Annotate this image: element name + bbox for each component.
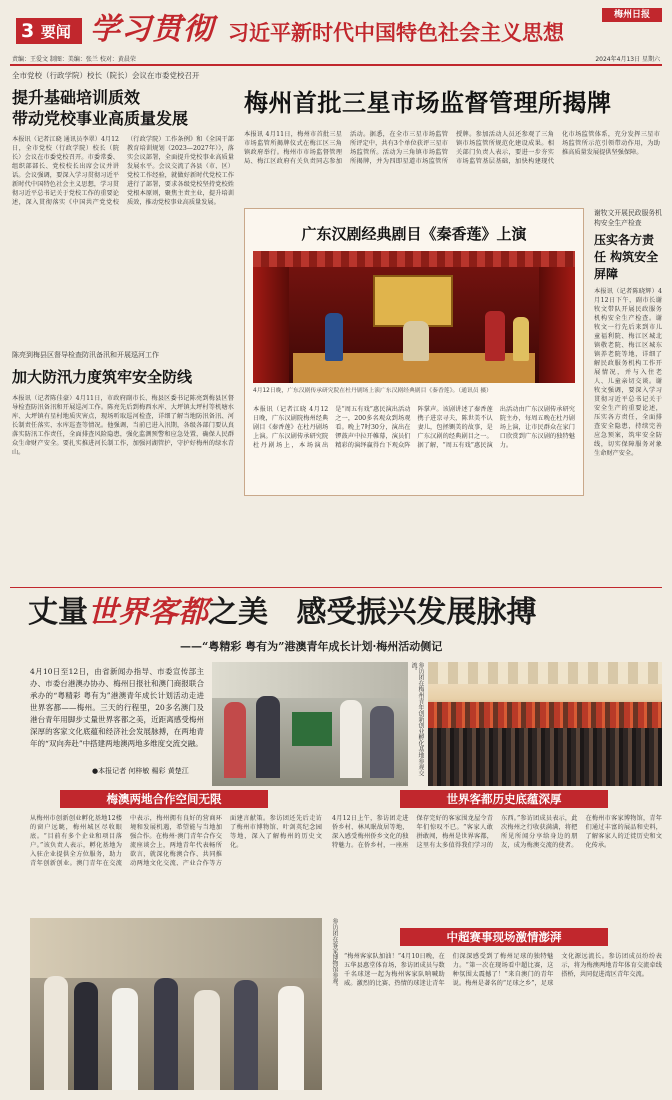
front-spectators [428, 728, 662, 786]
visitor-figure [370, 706, 394, 778]
masthead-rule [10, 64, 662, 66]
stadium-crowd [428, 702, 662, 728]
opera-body: 本报讯（记者江晓 4月12日晚，广东汉剧院梅州经典剧目《秦香莲》在杜丹剧场上演。广东汉剧传承研究院杜丹剧场上，本场演出是“周五有戏”惠民演出活动之一，200多名观众到场观看。晚上7时30分，演出在锣鼓声中拉开帷幕，演员们精彩的演绎赢得台下观众阵阵掌声。该剧讲述了秦香莲携子进京寻夫，陈世美不认妻儿，包拯铡美的故事，是广东汉剧的经典剧目之一。据了解，“周五有戏”惠民演出活动由广东汉剧传承研究院主办，每周五晚在杜丹剧场上演，让市民群众在家门口欣赏到广东汉剧的独特魅力。 [253, 406, 575, 449]
issue-date: 2024年4月13日 星期六 [595, 56, 660, 63]
performer-figure [513, 317, 529, 361]
visitor-figure [278, 986, 304, 1090]
page-number: 3 [21, 20, 35, 42]
museum-wall [30, 918, 322, 978]
feature-photo-visit [212, 662, 408, 786]
feature-byline: ●本报记者 何梓敏 楊彩 黄楚江 [92, 767, 189, 775]
calligraphy-title: 学习贯彻 [90, 12, 214, 47]
feature-title [28, 594, 658, 634]
story-flood [12, 350, 234, 554]
feature-title-left: 丈量 [28, 595, 88, 630]
masthead [10, 8, 662, 63]
visitor-figure [194, 990, 220, 1090]
visitor-figure [112, 988, 138, 1090]
safety-title: 压实各方责任 构筑安全屏障 [594, 233, 659, 281]
performer-figure [403, 321, 429, 361]
visitor-figure [256, 696, 280, 778]
section-history-body: 4月12日上午，参访团走进侨乡村、林风眠故居等地，深入感受梅州侨乡文化的独特魅力。在侨乡村，一座座保存完好的客家围龙屋令青年们惊叹不已。“客家人敢拼敢闯，梅州是世界客都，这里有太多值得我们学习的东西。”参访团成员表示，此次梅州之行收获满满，将把所见所闻分享给身边的朋友，成为梅澳交流的使者。在梅州市客家博物馆，青年们通过丰富的展品和史料，了解客家人的迁徙历史和文化传承。 [332, 815, 662, 849]
visitor-figure [44, 976, 68, 1090]
slogan: 习近平新时代中国特色社会主义思想 [228, 21, 564, 45]
section-label: 要闻 [40, 23, 71, 41]
performer-figure [325, 313, 343, 361]
paper-logo: 梅州日报 [602, 8, 662, 22]
stage-curtain-valance [253, 251, 575, 267]
stage-backdrop-plaque [373, 275, 453, 327]
exhibition-wall [212, 662, 408, 698]
safety-body: 本报讯（记者陈晓辉）4月12日下午，副市长谢牧文带队开展民政服务机构安全生产检查。谢牧文一行先后来到市儿童福利院、梅江区城北镇敬老院、梅江区城东镇养老院等地，详细了解民政服务机构工作开展情况，并与入住老人、儿童亲切交谈。谢牧文强调，要深入学习贯彻习近平总书记关于安全生产的重要论述，压实各方责任，全面排查安全隐患，持续完善应急预案，筑牢安全防线，切实保障服务对象生命财产安全。 [594, 288, 662, 457]
market-title: 梅州首批三星市场监督管理所揭牌 [244, 88, 612, 117]
visitor-figure [154, 978, 178, 1090]
section-coop-body: 从梅州市创新创业孵化基地12楼的窗户远眺，梅州城区尽收眼底。“目前有多个企业和项目落户。”该负责人表示，孵化基地为入驻企业提供全方位服务，助力青年创新创业。澳门青年在交流中表示，梅州拥有良好的营商环境和发展机遇，希望能与当地加强合作。在梅州·澳门青年合作交流座谈会上，两地青年代表畅所欲言，就深化梅澳合作、共同推动两地文化交流、产业合作等方面建言献策。参访团还先后走访了梅州市博物馆、叶剑英纪念园等地，深入了解梅州的历史文化。 [30, 815, 322, 867]
feature-top-rule [10, 587, 662, 588]
safety-kicker: 谢牧文开展民政服务机构安全生产检查 [594, 209, 662, 227]
party-kicker: 全市党校（行政学院）校长（院长）会议在市委党校召开 [12, 71, 200, 80]
flood-body: 本报讯（记者陈佳豪）4月11日，市政府副市长、梅县区委书记陈亮到梅县区督导检查防汛备汛和开展巡河工作。陈亮先后到梅西水库、大坪镇太坪村等机塘水库、大坪镇有星村地质灾害点，现场听取巡河检查，详细了解当地防汛备汛、河长制责任落实、水库巡查等情况。他强调，当前已进入汛期，各级各部门要认真落实防汛工作责任，全面排查风险隐患，强化监测预警和应急处置，确保人民群众生命财产安全。要扎实推进河长制工作，加强河湖管护，守护好梅州的绿水青山。 [12, 395, 234, 456]
exhibit-case [292, 712, 332, 746]
market-body: 本报讯 4月11日，梅州市首批三星市场监管所揭牌仪式在梅江区三角镇政府举行。梅州市市场监督管理局、梅江区政府有关负责同志参加活动。据悉，在全市三星市场监管所评定中，共有3个单位获评三星市场监管所。活动为三角镇市场监管所揭牌，并为四即星道市场监管所授牌。参加活动人员还参观了三角镇市场监管所规范化建设成果。相关部门负责人表示，要进一步夯实市场监管基层基础，加快构建现代化市场监管体系，充分发挥三星市场监管所示范引领带动作用，为助推高质量发展提供坚强保障。 [244, 131, 660, 165]
feature-subtitle: ——“粤精彩 粤有为”港澳青年成长计划·梅州活动侧记 [180, 640, 443, 653]
feature-title-accent: 世界客都 [88, 595, 208, 630]
section-coop-title: 梅澳两地合作空间无限 [60, 790, 268, 808]
flood-kicker: 陈亮到梅县区督导检查防汛备汛和开展巡河工作 [12, 351, 159, 359]
feature-title-mid: 之美 [208, 595, 268, 630]
visitor-figure [234, 980, 258, 1090]
stage-curtain-left [253, 267, 289, 383]
stadium-roof [428, 662, 662, 684]
feature-title-right: 感受振兴发展脉搏 [296, 595, 537, 630]
section-history-title: 世界客都历史底蕴深厚 [400, 790, 608, 808]
opera-caption: 4月12日晚，广东汉剧传承研究院在杜丹剧场上演广东汉剧经典剧目《秦香莲》。（通讯员 摄） [253, 388, 492, 394]
performer-figure [485, 311, 505, 361]
opera-photo [253, 251, 575, 383]
editors: 责编：王爱文 制图：美编：张兰 校对：黄晨荣 [12, 56, 136, 63]
party-title-1: 提升基础培训质效 [12, 88, 141, 107]
section-tag [16, 18, 82, 44]
feature-photo-stadium [428, 662, 662, 786]
story-opera [244, 208, 584, 496]
section-football-title: 中超赛事现场激情澎湃 [400, 928, 608, 946]
photo-stadium-caption-anchor [414, 662, 415, 663]
story-safety [594, 208, 662, 496]
feature-photo-museum [30, 918, 322, 1090]
stage-curtain-right [539, 267, 575, 383]
party-body: 本报讯（记者江晓 通讯员李翠）4月12日，全市党校（行政学院）校长（院长）会议在市委党校召开。市委常委、组织部部长、党校校长出席会议并讲话。会议强调，要深入学习贯彻习近平新时代中国特色社会主义思想，学习贯彻习近平总书记关于党校工作的重要论述，深入贯彻落实《中国共产党党校（行政学院）工作条例》和《全国干部教育培训规划（2023—2027年）》，落实会议部署，全面提升党校事业高质量发展水平。会议交流了各县（市、区）党校工作经验，就做好新时代党校工作进行了部署，要求各级党校坚持党校姓党根本原则，聚焦主责主业，提升培训质效，推动党校事业高质量发展。 [12, 136, 234, 206]
visitor-figure [74, 982, 98, 1090]
story-party-school [12, 70, 234, 305]
visitor-figure [340, 700, 362, 778]
flood-title: 加大防汛力度筑牢安全防线 [12, 368, 193, 386]
info-bar [10, 52, 662, 64]
party-title-2: 带动党校事业高质量发展 [12, 109, 189, 128]
photo-museum-caption: 参访团在客家博物馆参观。 [331, 918, 338, 990]
photo-visit-caption: 参访团在梅州青年创新创业孵化基地参观交流。 [410, 662, 424, 776]
feature-lead: 4月10日至12日，由省新闻办指导、市委宣传部主办、市委台港澳办协办、梅州日报社和澳门商报联合承办的“粤精彩 粤有为”港澳青年成长计划活动走进世界客都——梅州。三天的行程里，20多名澳门及港台青年用脚步丈量世界客都之美，近距离感受梅州深厚的客家文化底蕴和经济社会发展脉搏，在两地青年的“双向奔赴”中搭建两地澳两地多维度交流交融。 [30, 667, 204, 748]
photo-stadium-caption [428, 782, 429, 783]
section-football-body: “梅州客家队加油！”4月10日晚，在五华县惠堂体育场，参访团成员与数千名球迷一起为梅州客家队呐喊助威。激烈的比赛、热情的球迷让青年们深深感受到了梅州足球的独特魅力。“第一次在现场看中超比赛，这种氛围太震撼了！”来自澳门的青年说。梅州是著名的“足球之乡”，足球文化源远流长。参访团成员纷纷表示，将为梅澳两地青年体育交流牵线搭桥，共同促进湾区青年交流。 [344, 953, 662, 987]
visitor-figure [224, 702, 246, 778]
opera-title: 广东汉剧经典剧目《秦香莲》上演 [301, 225, 527, 243]
